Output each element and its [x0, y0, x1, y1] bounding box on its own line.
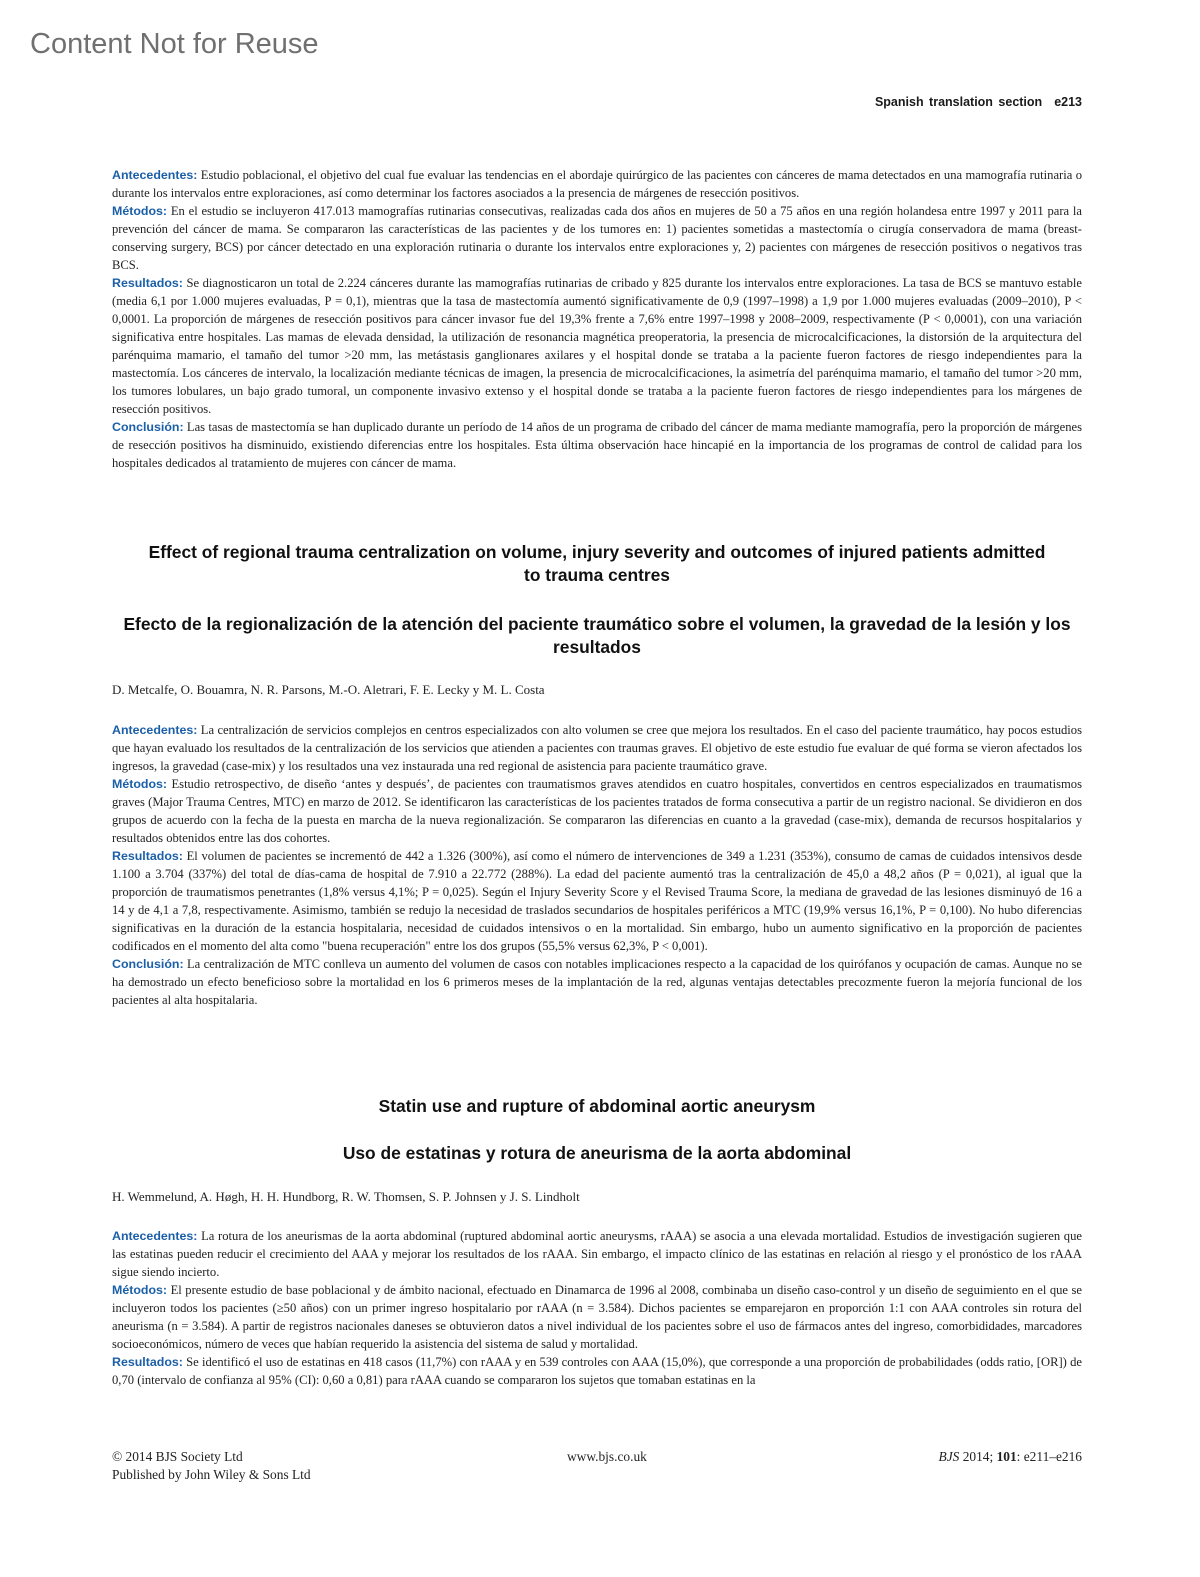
citation-pages: : e211–e216 — [1016, 1449, 1082, 1464]
abstract-1 — [112, 166, 1082, 472]
abstract-1-antecedentes — [112, 166, 1082, 202]
article-2-title-en: Effect of regional trauma centralization on volume, injury severity and outcomes of injured patients admitted to trauma centres — [148, 542, 1046, 585]
article-2-authors: D. Metcalfe, O. Bouamra, N. R. Parsons, M.-O. Aletrari, F. E. Lecky y M. L. Costa — [112, 682, 545, 697]
article-3-title-en: Statin use and rupture of abdominal aortic aneurysm — [378, 1096, 816, 1116]
article-3-title-es: Uso de estatinas y rotura de aneurisma de la aorta abdominal — [342, 1143, 852, 1163]
section-text: En el estudio se incluyeron 417.013 mamografías rutinarias consecutivas, realizadas cada dos años en mujeres de 50 a 75 años en una región holandesa entre 1997 y 2011 para la prevención del cáncer de mama. Se compararon las características de las pacientes y de los tumores en: 1) pacientes sometidas a mastectomía o cirugía conservadora de mama (breast-conserving surgery, BCS) por cáncer detectado en una exploración rutinaria o durante los intervalos entre exploraciones y, 2) pacientes con márgenes de resección positivos o negativos tras BCS. — [112, 204, 1082, 272]
abstract-3-metodos — [112, 1281, 1082, 1353]
journal-abbrev: BJS — [938, 1449, 960, 1464]
article-3-authors-block — [112, 1189, 1082, 1205]
journal-url[interactable]: www.bjs.co.uk — [567, 1449, 647, 1464]
abstract-3-resultados — [112, 1353, 1082, 1389]
footer-copyright-block — [112, 1448, 311, 1484]
section-label: Métodos: — [112, 1283, 168, 1297]
citation-volume: 101 — [996, 1449, 1017, 1464]
article-3-header — [112, 1095, 1082, 1118]
section-text: El volumen de pacientes se incrementó de 442 a 1.326 (300%), así como el número de intervenciones de 349 a 1.231 (353%), consumo de camas de cuidados intensivos desde 1.100 a 3.704 (337%) del total de días-cama de hospital de 7.910 a 22.772 (288%). La edad del paciente aumentó tras la centralización de 45,0 a 48,2 años (P = 0,021), al igual que la proporción de traumatismos penetrantes (1,8% versus 4,1%; P = 0,025). Según el Injury Severity Score y el Revised Trauma Score, la mediana de gravedad de las lesiones disminuyó de 16 a 14 y de 4,1 a 7,8, respectivamente. Asimismo, también se redujo la necesidad de traslados secundarios de hospitales periféricos a MTC (19,9% versus 16,1%, P = 0,100). No hubo diferencias significativas en la duración de la estancia hospitalaria, necesidad de cuidados intensivos o en la mortalidad. Sin embargo, hubo un aumento significativo en la proporción de pacientes codificados en el momento del alta como "buena recuperación" entre los dos grupos (55,5% versus 62,3%, P < 0,001). — [112, 849, 1082, 953]
abstract-1-conclusion — [112, 418, 1082, 472]
section-text: Estudio retrospectivo, de diseño ‘antes y después’, de pacientes con traumatismos graves atendidos en cuatro hospitales, convertidos en centros especializados en traumatismos graves (Major Trauma Centres, MTC) en marzo de 2012. Se identificaron las características de los pacientes tratados de forma consecutiva a partir de un registro nacional. Se dividieron en dos grupos de acuerdo con la fecha de la puesta en marcha de la nueva regionalización. Se compararon las diferencias en cuanto a la gravedad (case-mix), demanda de recursos hospitalarios y resultados obtenidos entre las dos cohortes. — [112, 777, 1082, 845]
article-3-header-es — [112, 1142, 1082, 1165]
abstract-2 — [112, 721, 1082, 1009]
section-label: Métodos: — [112, 777, 168, 791]
copyright: © 2014 BJS Society Ltd — [112, 1449, 243, 1464]
section-label: Resultados: — [112, 276, 183, 290]
section-label: Antecedentes: — [112, 168, 198, 182]
abstract-2-antecedentes — [112, 721, 1082, 775]
section-label: Antecedentes: — [112, 723, 198, 737]
page-number: e213 — [1054, 95, 1082, 109]
citation — [939, 1448, 1082, 1466]
section-label: Métodos: — [112, 204, 168, 218]
section-text: La centralización de servicios complejos en centros especializados con alto volumen se cree que mejora los resultados. En el caso del paciente traumático, hay pocos estudios que hayan evaluado los resultados de la centralización de los servicios que atienden a pacientes con traumas graves. El objetivo de este estudio fue evaluar de qué forma se vieron afectados los ingresos, la gravedad (case-mix) y los resultados una vez instaurada una red regional de asistencia para paciente traumático grave. — [112, 723, 1082, 773]
abstract-1-metodos — [112, 202, 1082, 274]
abstract-1-resultados — [112, 274, 1082, 418]
section-text: Las tasas de mastectomía se han duplicado durante un período de 14 años de un programa de cribado del cáncer de mama mediante mamografía, pero la proporción de márgenes de resección positivos ha disminuido, existiendo diferencias entre los hospitales. Esta última observación hace hincapié en la importancia de los programas de control de calidad para los hospitales dedicados al tratamiento de mujeres con cáncer de mama. — [112, 420, 1082, 470]
section-text: Se diagnosticaron un total de 2.224 cánceres durante las mamografías rutinarias de cribado y 825 durante los intervalos entre exploraciones. La tasa de BCS se mantuvo estable (media 6,1 por 1.000 mujeres evaluadas, P = 0,1), mientras que la tasa de mastectomía aumentó significativamente de 0,9 (1997–1998) a 1,9 por 1.000 mujeres evaluadas (2009–2010), P < 0,0001. La proporción de márgenes de resección positivos para cáncer invasor fue del 19,3% frente a 7,6% entre 1997–1998 y 2008–2009, respectivamente (P < 0,0001), con una variación significativa entre hospitales. Las mamas de elevada densidad, la utilización de resonancia magnética preoperatoria, la presencia de microcalcificaciones, la distorsión de la arquitectura del parénquima mamario, el tamaño del tumor >20 mm, las metástasis ganglionares axilares y el hospital donde se trataba a la paciente fueron factores de riesgo independientes para la mastectomía. Los cánceres de intervalo, la localización mediante técnicas de imagen, la presencia de microcalcificaciones, la asimetría del parénquima mamario, el tamaño del tumor >20 mm, los tumores lobulares, un bajo grado tumoral, un componente invasivo extenso y el hospital donde se trataba a la paciente fueron factores de riesgo independientes para los márgenes de resección positivos. — [112, 276, 1082, 416]
section-label: Resultados: — [112, 849, 183, 863]
article-2-title-es: Efecto de la regionalización de la atención del paciente traumático sobre el volumen, la gravedad de la lesión y los resultados — [123, 614, 1071, 657]
section-label: Antecedentes: — [112, 1229, 198, 1243]
section-text: La centralización de MTC conlleva un aumento del volumen de casos con notables implicaciones respecto a la capacidad de los quirófanos y ocupación de camas. Aunque no se ha demostrado un efecto beneficioso sobre la mortalidad en los 6 primeros meses de la implantación de la red, algunas ventajas detectables precozmente fueron la mejoría funcional de los pacientes al alta hospitalaria. — [112, 957, 1082, 1007]
publisher: Published by John Wiley & Sons Ltd — [112, 1467, 311, 1482]
article-3-authors: H. Wemmelund, A. Høgh, H. H. Hundborg, R. W. Thomsen, S. P. Johnsen y J. S. Lindholt — [112, 1189, 580, 1204]
abstract-3-antecedentes — [112, 1227, 1082, 1281]
article-2-authors-block — [112, 682, 1082, 698]
section-label: Resultados: — [112, 1355, 183, 1369]
citation-year: 2014; — [962, 1449, 994, 1464]
section-label: Conclusión: — [112, 957, 184, 971]
abstract-2-conclusion — [112, 955, 1082, 1009]
section-text: Estudio poblacional, el objetivo del cual fue evaluar las tendencias en el abordaje quirúrgico de las pacientes con cánceres de mama detectados en una mamografía rutinaria o durante los intervalos entre exploraciones, así como determinar los factores asociados a la presencia de márgenes de resección positivos. — [112, 168, 1082, 200]
article-2-header — [112, 541, 1082, 587]
abstract-3 — [112, 1227, 1082, 1389]
abstract-2-metodos — [112, 775, 1082, 847]
article-2-header-es — [112, 613, 1082, 659]
abstract-2-resultados — [112, 847, 1082, 955]
section-name: Spanish translation section — [874, 95, 1043, 109]
section-label: Conclusión: — [112, 420, 184, 434]
running-head — [875, 95, 1082, 109]
section-text: El presente estudio de base poblacional y de ámbito nacional, efectuado en Dinamarca de 1996 al 2008, combinaba un diseño caso-control y un diseño de seguimiento en el que se incluyeron todos los pacientes (≥50 años) con un primer ingreso hospitalario por rAAA (n = 3.584). Dichos pacientes se emparejaron en proporción 1:1 con AAA controles sin rotura del aneurisma (n = 3.584). A partir de registros nacionales daneses se obtuvieron datos a nivel individual de los pacientes sobre el uso de fármacos antes del ingreso, comorbididades, marcadores socioeconómicos, número de veces que habían requerido la asistencia del sistema de salud y mortalidad. — [112, 1283, 1083, 1351]
section-text: La rotura de los aneurismas de la aorta abdominal (ruptured abdominal aortic aneurysms, rAAA) se asocia a una elevada mortalidad. Estudios de investigación sugieren que las estatinas pueden reducir el crecimiento del AAA y mejorar los resultados de los rAAA. Sin embargo, el impacto clínico de las estatinas en relación al riesgo y el pronóstico de los rAAA sigue siendo incierto. — [112, 1229, 1082, 1279]
section-text: Se identificó el uso de estatinas en 418 casos (11,7%) con rAAA y en 539 controles con AAA (15,0%), que corresponde a una proporción de probabilidades (odds ratio, [OR]) de 0,70 (intervalo de confianza al 95% (CI): 0,60 a 0,81) para rAAA cuando se compararon los sujetos que tomaban estatinas en la — [112, 1355, 1082, 1387]
watermark: Content Not for Reuse — [30, 28, 319, 60]
